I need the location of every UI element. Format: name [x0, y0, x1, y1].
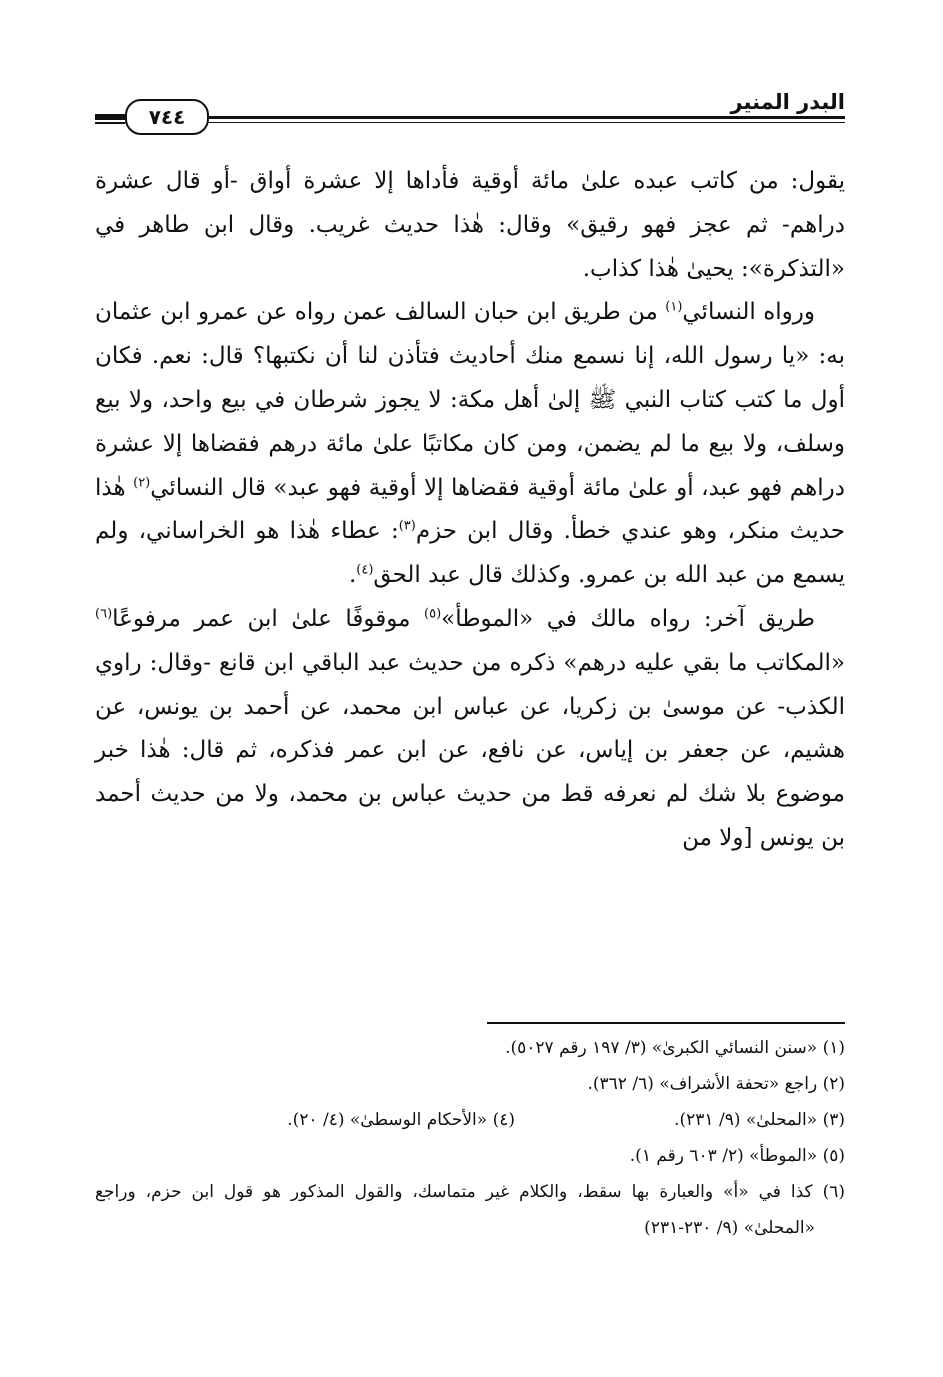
footnote-ref-6: (٦)	[95, 606, 113, 622]
footnotes	[95, 1030, 845, 1246]
footnote-1: (١) «سنن النسائي الكبرىٰ» (٣/ ١٩٧ رقم ٥٠٢٧).	[505, 1038, 845, 1058]
paragraph-1: يقول: من كاتب عبده علىٰ مائة أوقية فأداها إلا عشرة أواق -أو قال عشرة دراهم- ثم عجز فهو رقيق» وقال: هٰذا حديث غريب. وقال ابن طاهر في «التذكرة»: يحيىٰ هٰذا كذاب.	[95, 168, 845, 282]
paragraph-2-part-d: : عطاء هٰذا هو الخراساني، ولم يسمع من عبد الله بن عمرو. وكذلك قال عبد الحق	[95, 518, 845, 589]
page-number: ٧٤٤	[148, 105, 186, 129]
paragraph-3	[95, 598, 845, 861]
page-header	[95, 88, 845, 138]
paragraph-3-part-a: طريق آخر: رواه مالك في «الموطأ»	[441, 605, 815, 632]
footnote-ref-2: (٢)	[133, 474, 151, 490]
footnote-6: (٦) كذا في «أ» والعبارة بها سقط، والكلام غير متماسك، والقول المذكور هو قول ابن حزم، وراجع «المحلىٰ» (٩/ ٢٣٠-٢٣١)	[95, 1182, 845, 1238]
footnote-4: (٤) «الأحكام الوسطىٰ» (٤/ ٢٠).	[287, 1110, 515, 1130]
paragraph-3-part-c: «المكاتب ما بقي عليه درهم» ذكره من حديث عبد الباقي ابن قانع -وقال: راوي الكذب- عن موسىٰ بن زكريا، عن عباس ابن محمد، عن أحمد بن يونس، عن هشيم، عن جعفر بن إياس، عن نافع، عن ابن عمر فذكره، ثم قال: هٰذا خبر موضوع بلا شك لم نعرفه قط من حديث عباس بن محمد، ولا من حديث أحمد بن يونس [ولا من	[95, 649, 845, 851]
page-number-badge	[125, 99, 209, 135]
footnote-ref-5: (٥)	[424, 606, 442, 622]
paragraph-2-part-b: من طريق ابن حبان السالف عمن رواه عن عمرو ابن عثمان به: «يا رسول الله، إنا نسمع منك أحاديث فتأذن لنا أن نكتبها؟ قال: نعم. فكان أول ما كتب كتاب النبي ﷺ إلىٰ أهل مكة: لا يجوز شرطان في بيع واحد، ولا بيع وسلف، ولا بيع ما لم يضمن، ومن كان مكاتبًا علىٰ مائة درهم فقضاها إلا عشرة دراهم فهو عبد، أو علىٰ مائة أوقية فقضاها إلا أوقية فهو عبد» قال النسائي	[95, 299, 845, 501]
footnote-ref-3: (٣)	[398, 518, 416, 534]
paragraph-2-part-a: ورواه النسائي	[682, 299, 815, 326]
footnote-ref-4: (٤)	[356, 562, 374, 578]
book-title: البدر المنير	[730, 90, 845, 114]
paragraph-2-part-e: .	[348, 562, 357, 589]
paragraph-3-part-b: موقوفًا علىٰ ابن عمر مرفوعًا	[112, 605, 424, 632]
paragraph-2	[95, 291, 845, 598]
footnote-2: (٢) راجع «تحفة الأشراف» (٦/ ٣٦٢).	[587, 1074, 845, 1094]
footnote-5: (٥) «الموطأ» (٢/ ٦٠٣ رقم ١).	[629, 1146, 845, 1166]
footnote-divider	[487, 1022, 845, 1024]
main-text	[95, 160, 845, 861]
footnote-3: (٣) «المحلىٰ» (٩/ ٢٣١).	[674, 1110, 845, 1130]
footnote-row-3-4	[95, 1102, 845, 1138]
footnote-ref-1: (١)	[665, 299, 683, 315]
header-left-ornament	[95, 112, 125, 126]
paragraph-2-part-c: هٰذا حديث منكر، وهو عندي خطأ. وقال ابن حزم	[95, 474, 845, 545]
